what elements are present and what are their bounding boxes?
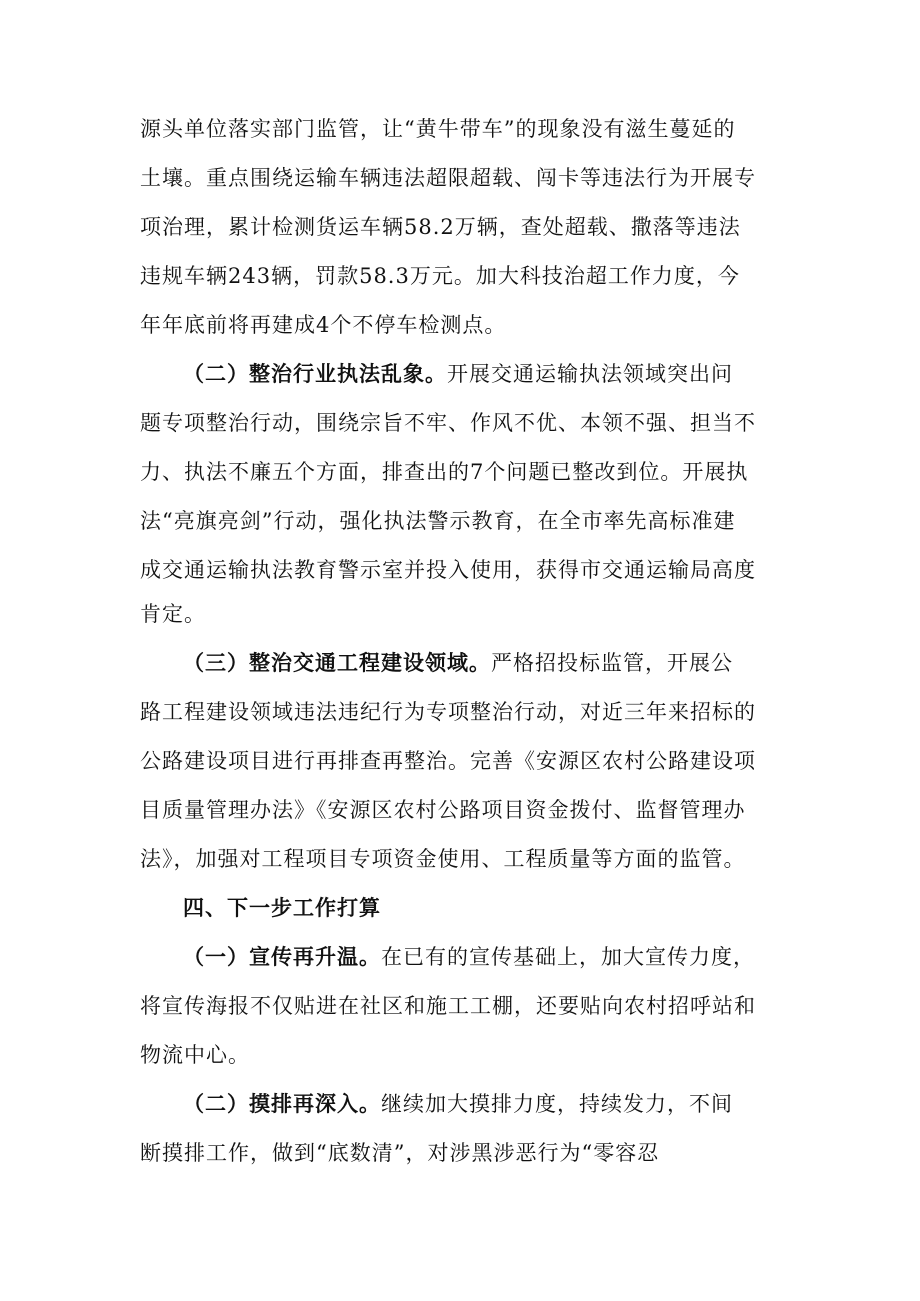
text-line: 法》，加强对工程项目专项资金使用、工程质量等方面的监管。 bbox=[140, 847, 746, 871]
text-line: 力、执法不廉五个方面，排查出的7个问题已整改到位。开展执 bbox=[140, 460, 749, 484]
text-line: 成交通运输执法教育警示室并投入使用，获得市交通运输局高度 bbox=[140, 558, 756, 582]
section-heading: 四、下一步工作打算 bbox=[183, 896, 381, 920]
text-line: 题专项整治行动，围绕宗旨不牢、作风不优、本领不强、担当不 bbox=[140, 411, 756, 435]
text-line: 肯定。 bbox=[140, 602, 206, 626]
subsection-heading: （一）宣传再升温。 bbox=[183, 945, 381, 969]
text-run: 开展交通运输执法领域突出问 bbox=[447, 362, 733, 386]
subsection-heading: （二）摸排再深入。 bbox=[183, 1092, 381, 1116]
paragraph-first-line bbox=[183, 1080, 790, 1128]
text-line: 公路建设项目进行再排查再整治。完善《安源区农村公路建设项 bbox=[140, 749, 756, 773]
paragraph-first-line bbox=[183, 350, 790, 398]
text-line: 年年底前将再建成4个不停车检测点。 bbox=[140, 313, 507, 337]
text-line: 目质量管理办法》《安源区农村公路项目资金拨付、监督管理办 bbox=[140, 798, 746, 822]
text-line: 源头单位落实部门监管，让“黄牛带车”的现象没有滋生蔓延的 bbox=[140, 117, 736, 141]
paragraph-first-line bbox=[183, 933, 790, 981]
text-line: 断摸排工作，做到“底数清”，对涉黑涉恶行为“零容忍 bbox=[140, 1141, 660, 1165]
subsection-heading: （三）整治交通工程建设领域。 bbox=[183, 651, 491, 675]
text-line: 将宣传海报不仅贴进在社区和施工工棚，还要贴向农村招呼站和 bbox=[140, 994, 756, 1018]
text-line: 违规车辆243辆，罚款58.3万元。加大科技治超工作力度，今 bbox=[140, 264, 740, 288]
text-line: 法“亮旗亮剑”行动，强化执法警示教育，在全市率先高标准建 bbox=[140, 509, 736, 533]
text-line: 路工程建设领域违法违纪行为专项整治行动，对近三年来招标的 bbox=[140, 700, 756, 724]
paragraph-first-line bbox=[183, 639, 790, 687]
text-line: 物流中心。 bbox=[140, 1043, 250, 1067]
text-line: 土壤。重点围绕运输车辆违法超限超载、闯卡等违法行为开展专 bbox=[140, 166, 756, 190]
text-run: 继续加大摸排力度，持续发力，不间 bbox=[381, 1092, 733, 1116]
text-run: 严格招投标监管，开展公 bbox=[491, 651, 733, 675]
subsection-heading: （二）整治行业执法乱象。 bbox=[183, 362, 447, 386]
text-line: 项治理，累计检测货运车辆58.2万辆，查处超载、撒落等违法 bbox=[140, 215, 741, 239]
text-run: 在已有的宣传基础上，加大宣传力度， bbox=[381, 945, 755, 969]
